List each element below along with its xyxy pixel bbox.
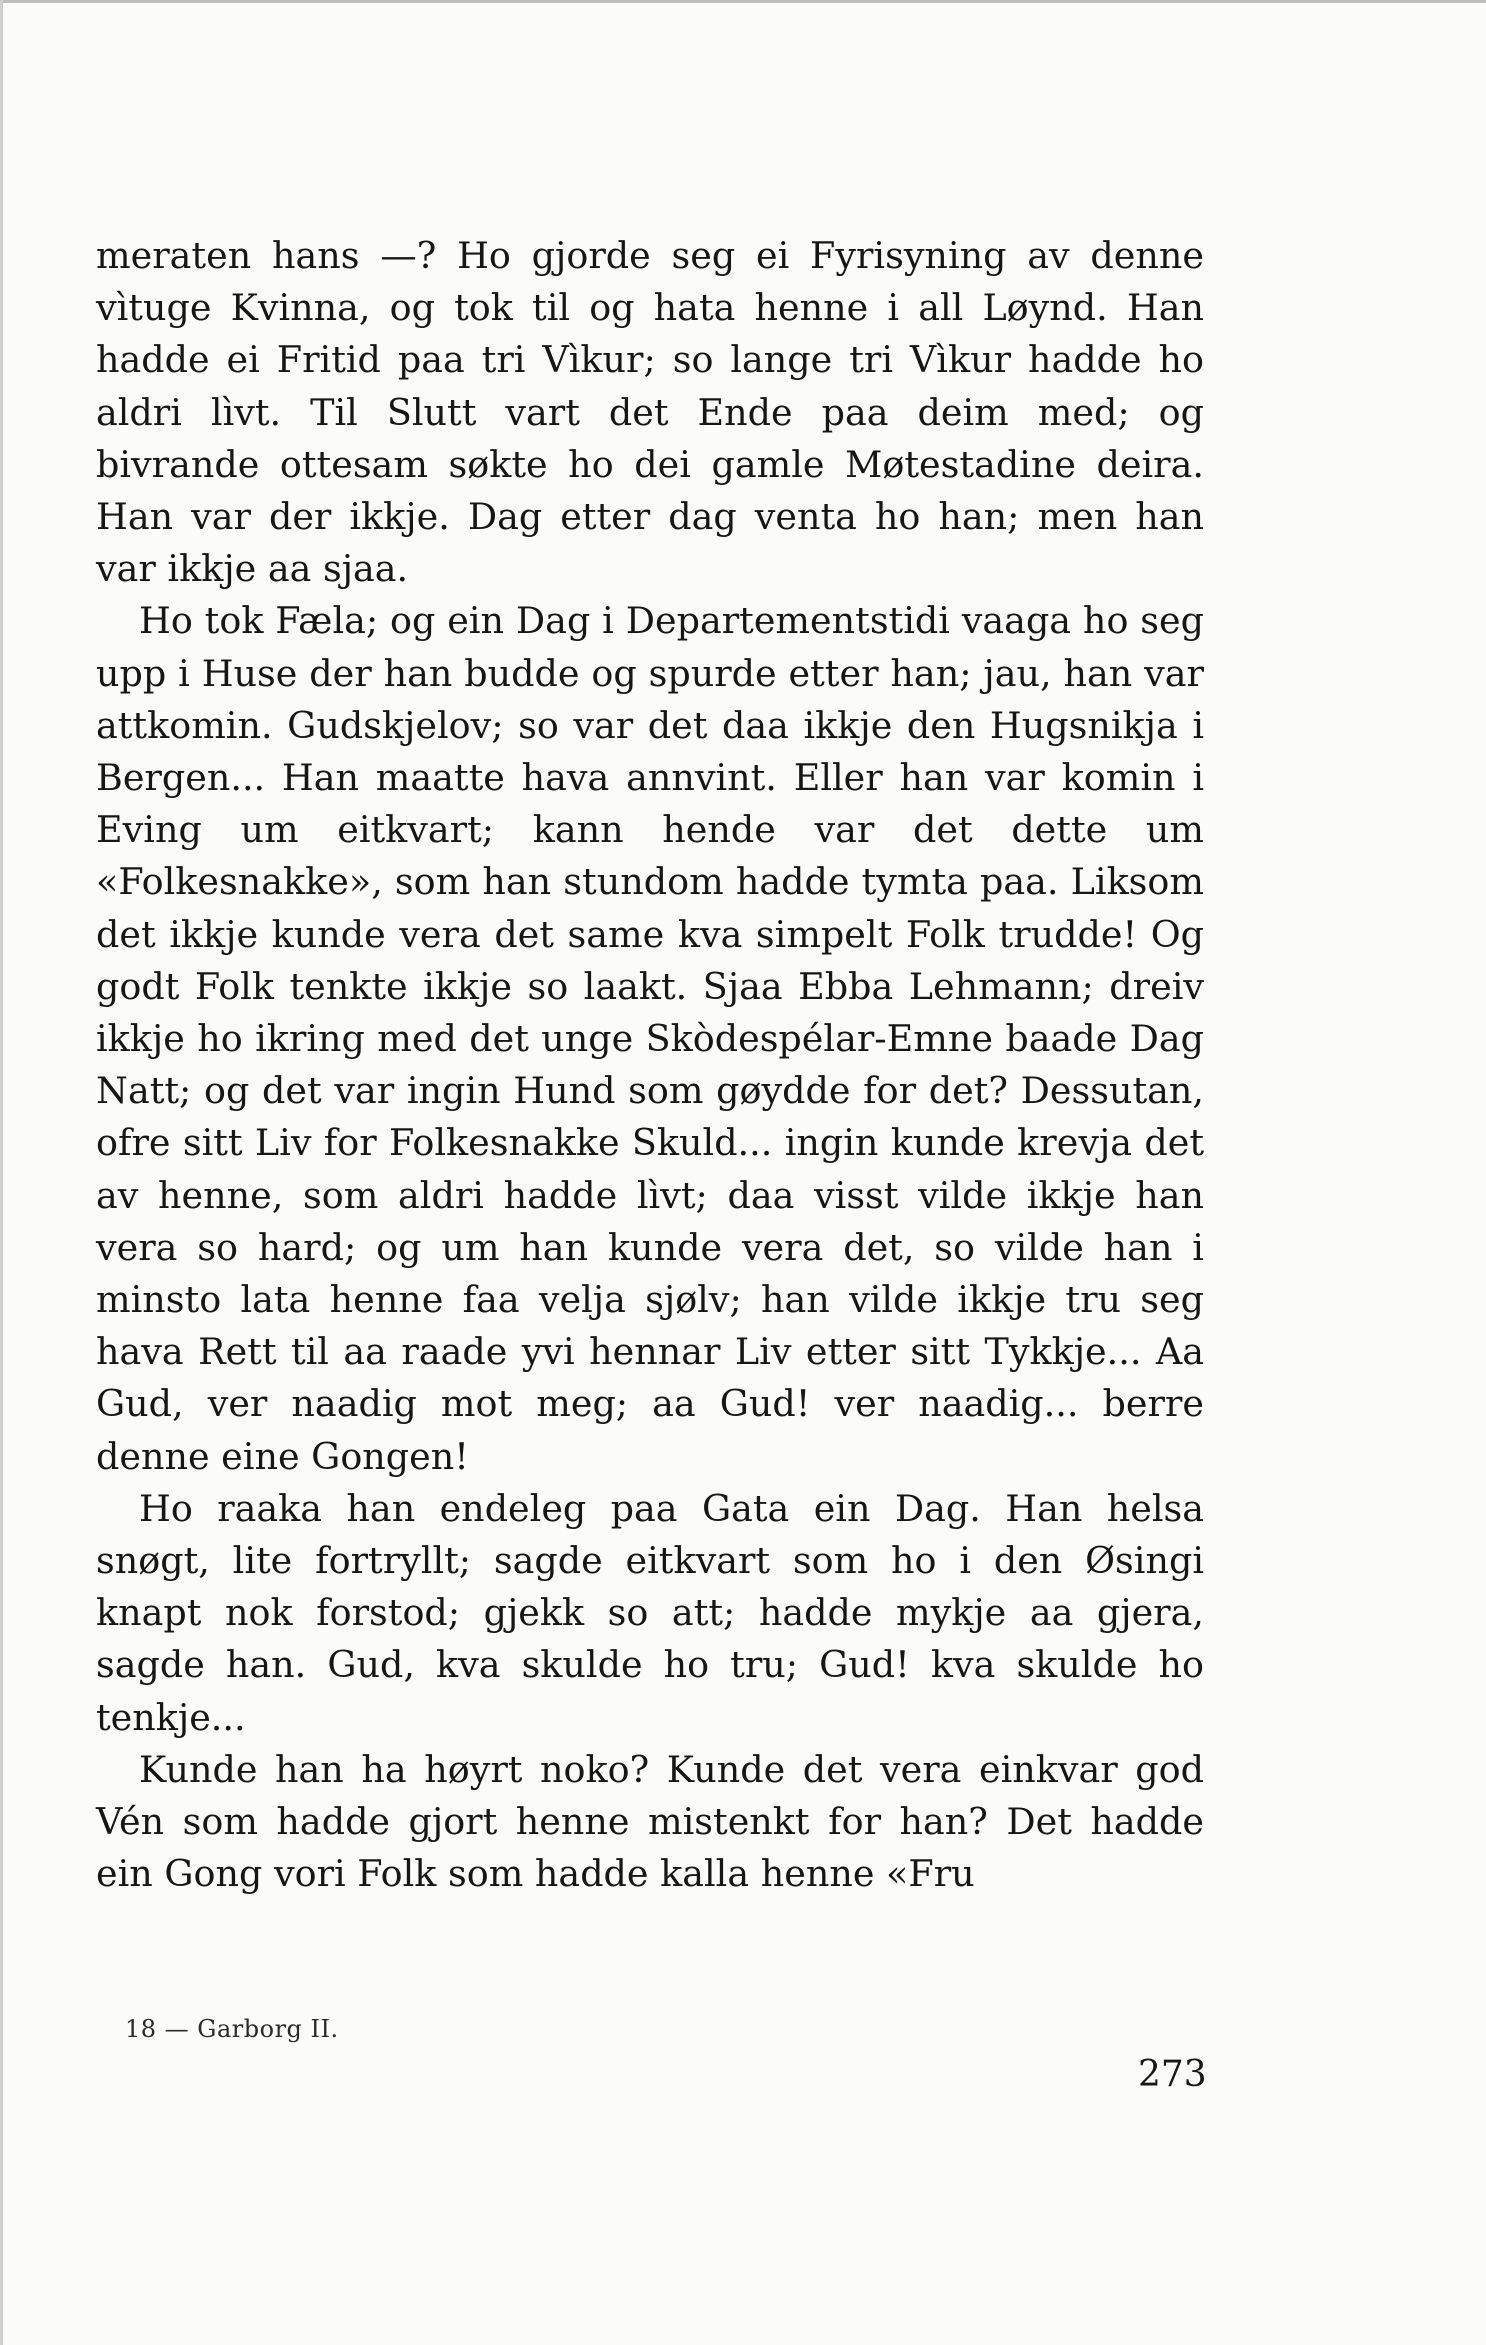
page-left-edge: [0, 0, 3, 2345]
paragraph: Ho tok Fæla; og ein Dag i Departementstidi vaaga ho seg upp i Huse der han budde og spurde etter han; jau, han var attkomin. Gudskjelov; so var det daa ikkje den Hugsnikja i Bergen... Han maatte hava annvint. Eller han var komin i Eving um eitkvart; kann hende var det dette um «Folkesnakke», som han stundom hadde tymta paa. Liksom det ikkje kunde vera det same kva simpelt Folk trudde! Og godt Folk tenkte ikkje so laakt. Sjaa Ebba Lehmann; dreiv ikkje ho ikring med det unge Skòdespélar-Emne baade Dag Natt; og det var ingin Hund som gøydde for det? Dessutan, ofre sitt Liv for Folkesnakke Skuld... ingin kunde krevja det av henne, som aldri hadde lìvt; daa visst vilde ikkje han vera so hard; og um han kunde vera det, so vilde han i minsto lata henne faa velja sjølv; han vilde ikkje tru seg hava Rett til aa raade yvi hennar Liv etter sitt Tykkje... Aa Gud, ver naadig mot meg; aa Gud! ver naadig... berre denne eine Gongen!: [96, 599, 1204, 1478]
printer-signature: 18 — Garborg II.: [125, 2015, 339, 2043]
paragraph: Ho raaka han endeleg paa Gata ein Dag. Han helsa snøgt, lite fortryllt; sagde eitkvart som ho i den Øsingi knapt nok forstod; gjekk so att; hadde mykje aa gjera, sagde han. Gud, kva skulde ho tru; Gud! kva skulde ho tenkje...: [96, 1486, 1204, 1739]
paragraph: Kunde han ha høyrt noko? Kunde det vera einkvar god Vén som hadde gjort henne mistenkt for han? Det hadde ein Gong vori Folk som hadde kalla henne «Fru: [96, 1747, 1204, 1896]
paragraph-continuation: meraten hans —? Ho gjorde seg ei Fyrisyning av denne vìtuge Kvinna, og tok til og hata henne i all Løynd. Han hadde ei Fritid paa tri Vìkur; so lange tri Vìkur hadde ho aldri lìvt. Til Slutt vart det Ende paa deim med; og bivrande ottesam søkte ho dei gamle Møtestadine deira. Han var der ikkje. Dag etter dag venta ho han; men han var ikkje aa sjaa.: [96, 234, 1204, 591]
body-text: [96, 230, 1204, 1901]
page-number: 273: [1138, 2054, 1207, 2095]
page-top-edge: [0, 0, 1486, 3]
